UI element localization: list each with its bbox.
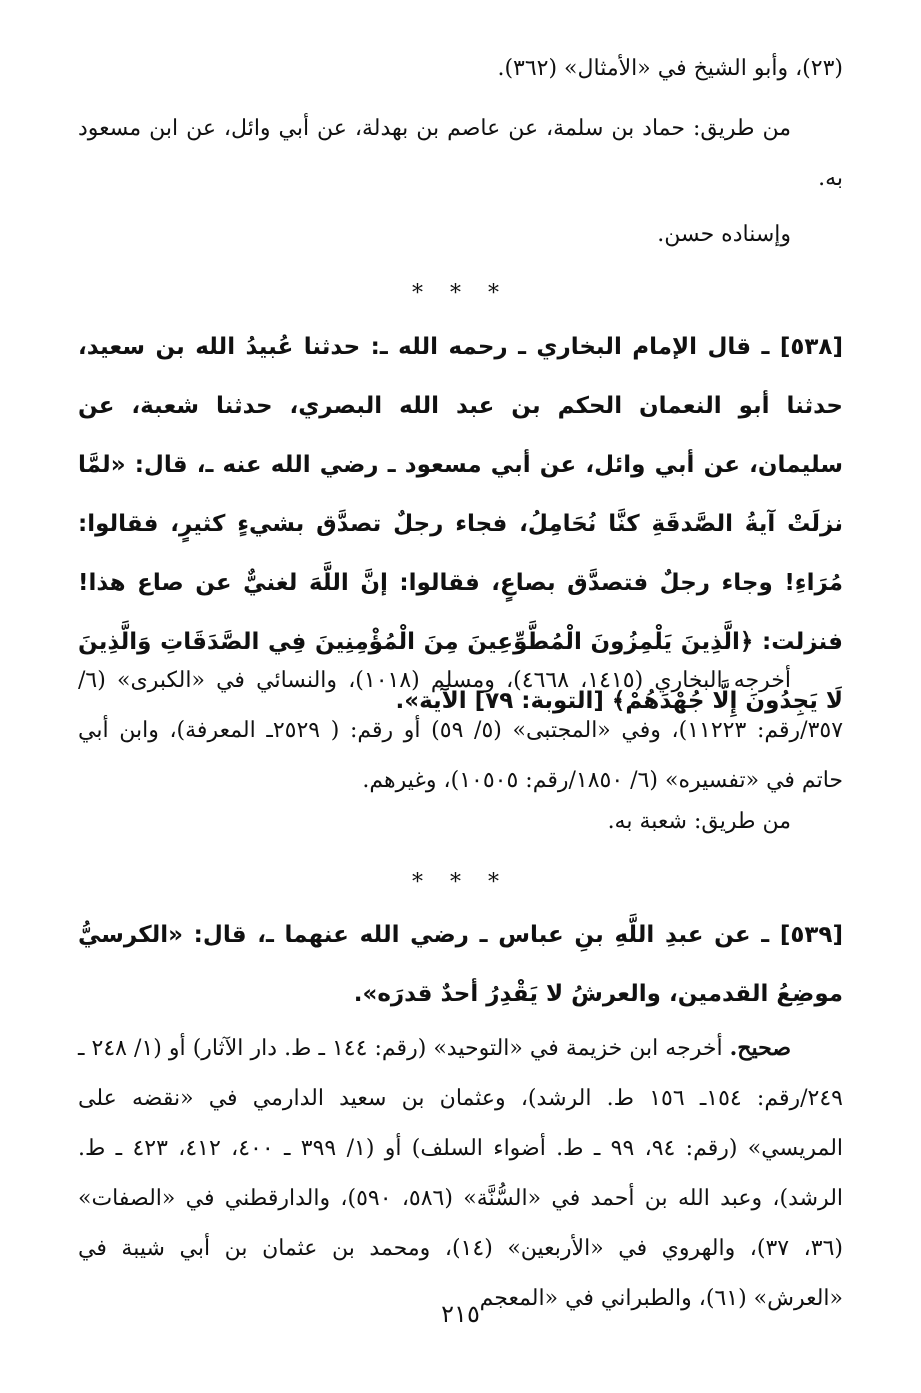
paragraph-chain <box>78 104 843 204</box>
section-divider: * * * <box>412 870 509 895</box>
grading-label: صحيح. <box>729 1035 792 1061</box>
paragraph-grading <box>78 210 843 260</box>
paragraph-text: (٢٣)، وأبو الشيخ في «الأمثال» (٣٦٢). <box>497 56 843 81</box>
takhrij-539 <box>78 1023 843 1324</box>
hadith-539 <box>78 906 843 1024</box>
paragraph-text: من طريق: شعبة به. <box>607 809 791 834</box>
section-divider: * * * <box>412 281 509 306</box>
takhrij-538 <box>78 656 843 806</box>
paragraph-text: أخرجه البخاري (١٤١٥، ٤٦٦٨)، ومسلم (١٠١٨)، والنسائي في «الكبرى» (٦/ ٣٥٧/رقم: ١١٢٢٣)، وفي «المجتبى» (٥/ ٥٩) أو رقم: ( ٢٥٢٩ـ المعرفة)، وابن أبي حاتم في «تفسيره» (٦/ ١٨٥٠/رقم: ١٠٥٠٥)، وغيرهم. <box>78 668 844 793</box>
page-number: ٢١٥ <box>441 1300 480 1328</box>
hadith-text: [٥٣٩] ـ عن عبدِ اللَّهِ بنِ عباس ـ رضي الله عنهما ـ، قال: «الكرسيُّ موضِعُ القدمين، والعرشُ لا يَقْدِرُ أحدٌ قدرَه». <box>78 922 843 1007</box>
paragraph-text: من طريق: حماد بن سلمة، عن عاصم بن بهدلة، عن أبي وائل، عن ابن مسعود به. <box>78 116 843 191</box>
paragraph-text: وإسناده حسن. <box>657 222 791 247</box>
paragraph-body: أخرجه ابن خزيمة في «التوحيد» (رقم: ١٤٤ ـ ط. دار الآثار) أو (١/ ٢٤٨ ـ ٢٤٩/رقم: ١٥٤ـ ١٥٦ ط. الرشد)، وعثمان بن سعيد الدارمي في «نقضه على المريسي» (رقم: ٩٤، ٩٩ ـ ط. أضواء السلف) أو (١/ ٣٩٩ ـ ٤٠٠، ٤١٢، ٤٢٣ ـ ط. الرشد)، وعبد الله بن أحمد في «السُّنَّة» (٥٨٦، ٥٩٠)، والدارقطني في «الصفات» (٣٦، ٣٧)، والهروي في «الأربعين» (١٤)، ومحمد بن عثمان بن أبي شيبة في «العرش» (٦١)، والطبراني في «المعجم <box>78 1036 844 1311</box>
chain-538 <box>78 797 843 847</box>
paragraph-text <box>78 1023 843 1324</box>
paragraph-continuation <box>78 44 843 94</box>
hadith-text: [٥٣٨] ـ قال الإمام البخاري ـ رحمه الله ـ: حدثنا عُبيدُ الله بن سعيد، حدثنا أبو النعمان الحكم بن عبد الله البصري، حدثنا شعبة، عن سليمان، عن أبي وائل، عن أبي مسعود ـ رضي الله عنه ـ، قال: «لمَّا نزلَتْ آيةُ الصَّدقَةِ كنَّا نُحَامِلُ، فجاء رجلٌ تصدَّق بشيءٍ كثيرٍ، فقالوا: مُرَاءِ! وجاء رجلٌ فتصدَّق بصاعٍ، فقالوا: إنَّ اللَّهَ لغنيٌّ عن صاع هذا! فنزلت: ﴿الَّذِينَ يَلْمِزُونَ الْمُطَّوِّعِينَ مِنَ الْمُؤْمِنِينَ فِي الصَّدَقَاتِ وَالَّذِينَ لَا يَجِدُونَ إِلَّا جُهْدَهُمْ﴾ [التوبة: ٧٩] الآية». <box>78 334 843 714</box>
